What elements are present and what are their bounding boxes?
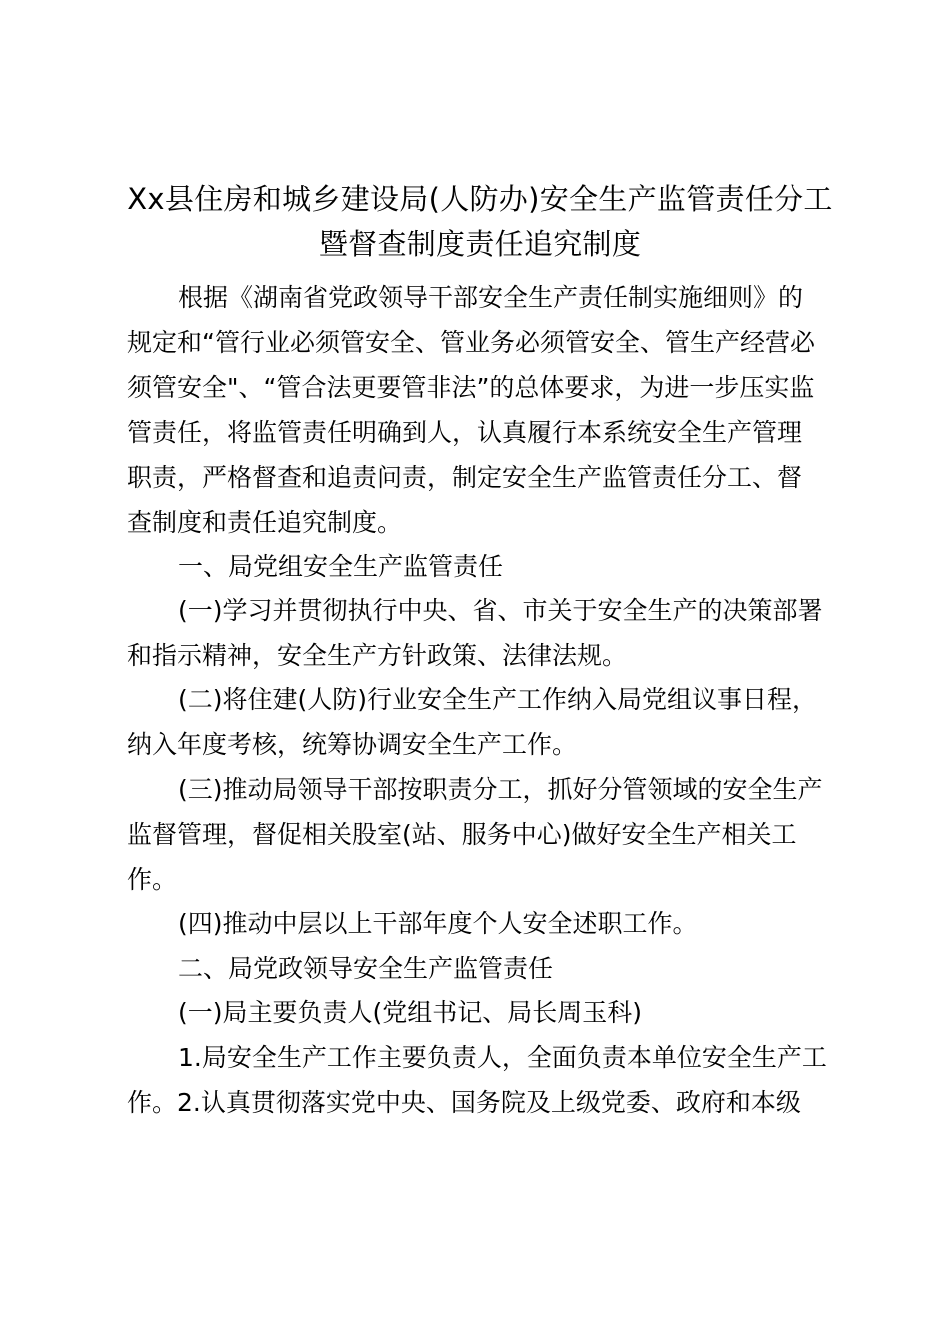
paragraph-intro-line: 须管安全"、“管合法更要管非法”的总体要求，为进一步压实监 [127, 373, 815, 402]
section-heading-1: 一、局党组安全生产监管责任 [178, 552, 504, 581]
paragraph-item-line: (一)学习并贯彻执行中央、省、市关于安全生产的决策部署 [178, 596, 823, 625]
paragraph-intro-line: 管责任，将监管责任明确到人，认真履行本系统安全生产管理 [127, 418, 803, 447]
paragraph-intro-line: 根据《湖南省党政领导干部安全生产责任制实施细则》的 [178, 283, 804, 312]
paragraph-item-line: 1.局安全生产工作主要负责人，全面负责本单位安全生产工 [178, 1043, 827, 1072]
paragraph-item-line: 纳入年度考核，统筹协调安全生产工作。 [127, 730, 578, 759]
paragraph-item-line: (二)将住建(人防)行业安全生产工作纳入局党组议事日程， [178, 685, 818, 714]
paragraph-item-line: 作。 [127, 865, 178, 894]
paragraph-item-line: (三)推动局领导干部按职责分工，抓好分管领域的安全生产 [178, 775, 823, 804]
paragraph-intro-line: 职责，严格督查和追责问责，制定安全生产监管责任分工、督 [127, 463, 803, 492]
document-title-line-1: Xx县住房和城乡建设局(人防办)安全生产监管责任分工 [127, 182, 833, 216]
paragraph-item-line: 和指示精神，安全生产方针政策、法律法规。 [127, 641, 628, 670]
paragraph-item-line: 作。2.认真贯彻落实党中央、国务院及上级党委、政府和本级 [127, 1088, 801, 1117]
subsection-heading: (一)局主要负责人(党组书记、局长周玉科) [178, 998, 643, 1027]
paragraph-item-line: 监督管理，督促相关股室(站、服务中心)做好安全生产相关工 [127, 820, 797, 849]
section-heading-2: 二、局党政领导安全生产监管责任 [178, 954, 554, 983]
paragraph-item-line: (四)推动中层以上干部年度个人安全述职工作。 [178, 909, 698, 938]
paragraph-intro-line: 查制度和责任追究制度。 [127, 508, 403, 537]
document-title-line-2: 暨督查制度责任追究制度 [318, 227, 642, 261]
paragraph-intro-line: 规定和“管行业必须管安全、管业务必须管安全、管生产经营必 [127, 328, 815, 357]
